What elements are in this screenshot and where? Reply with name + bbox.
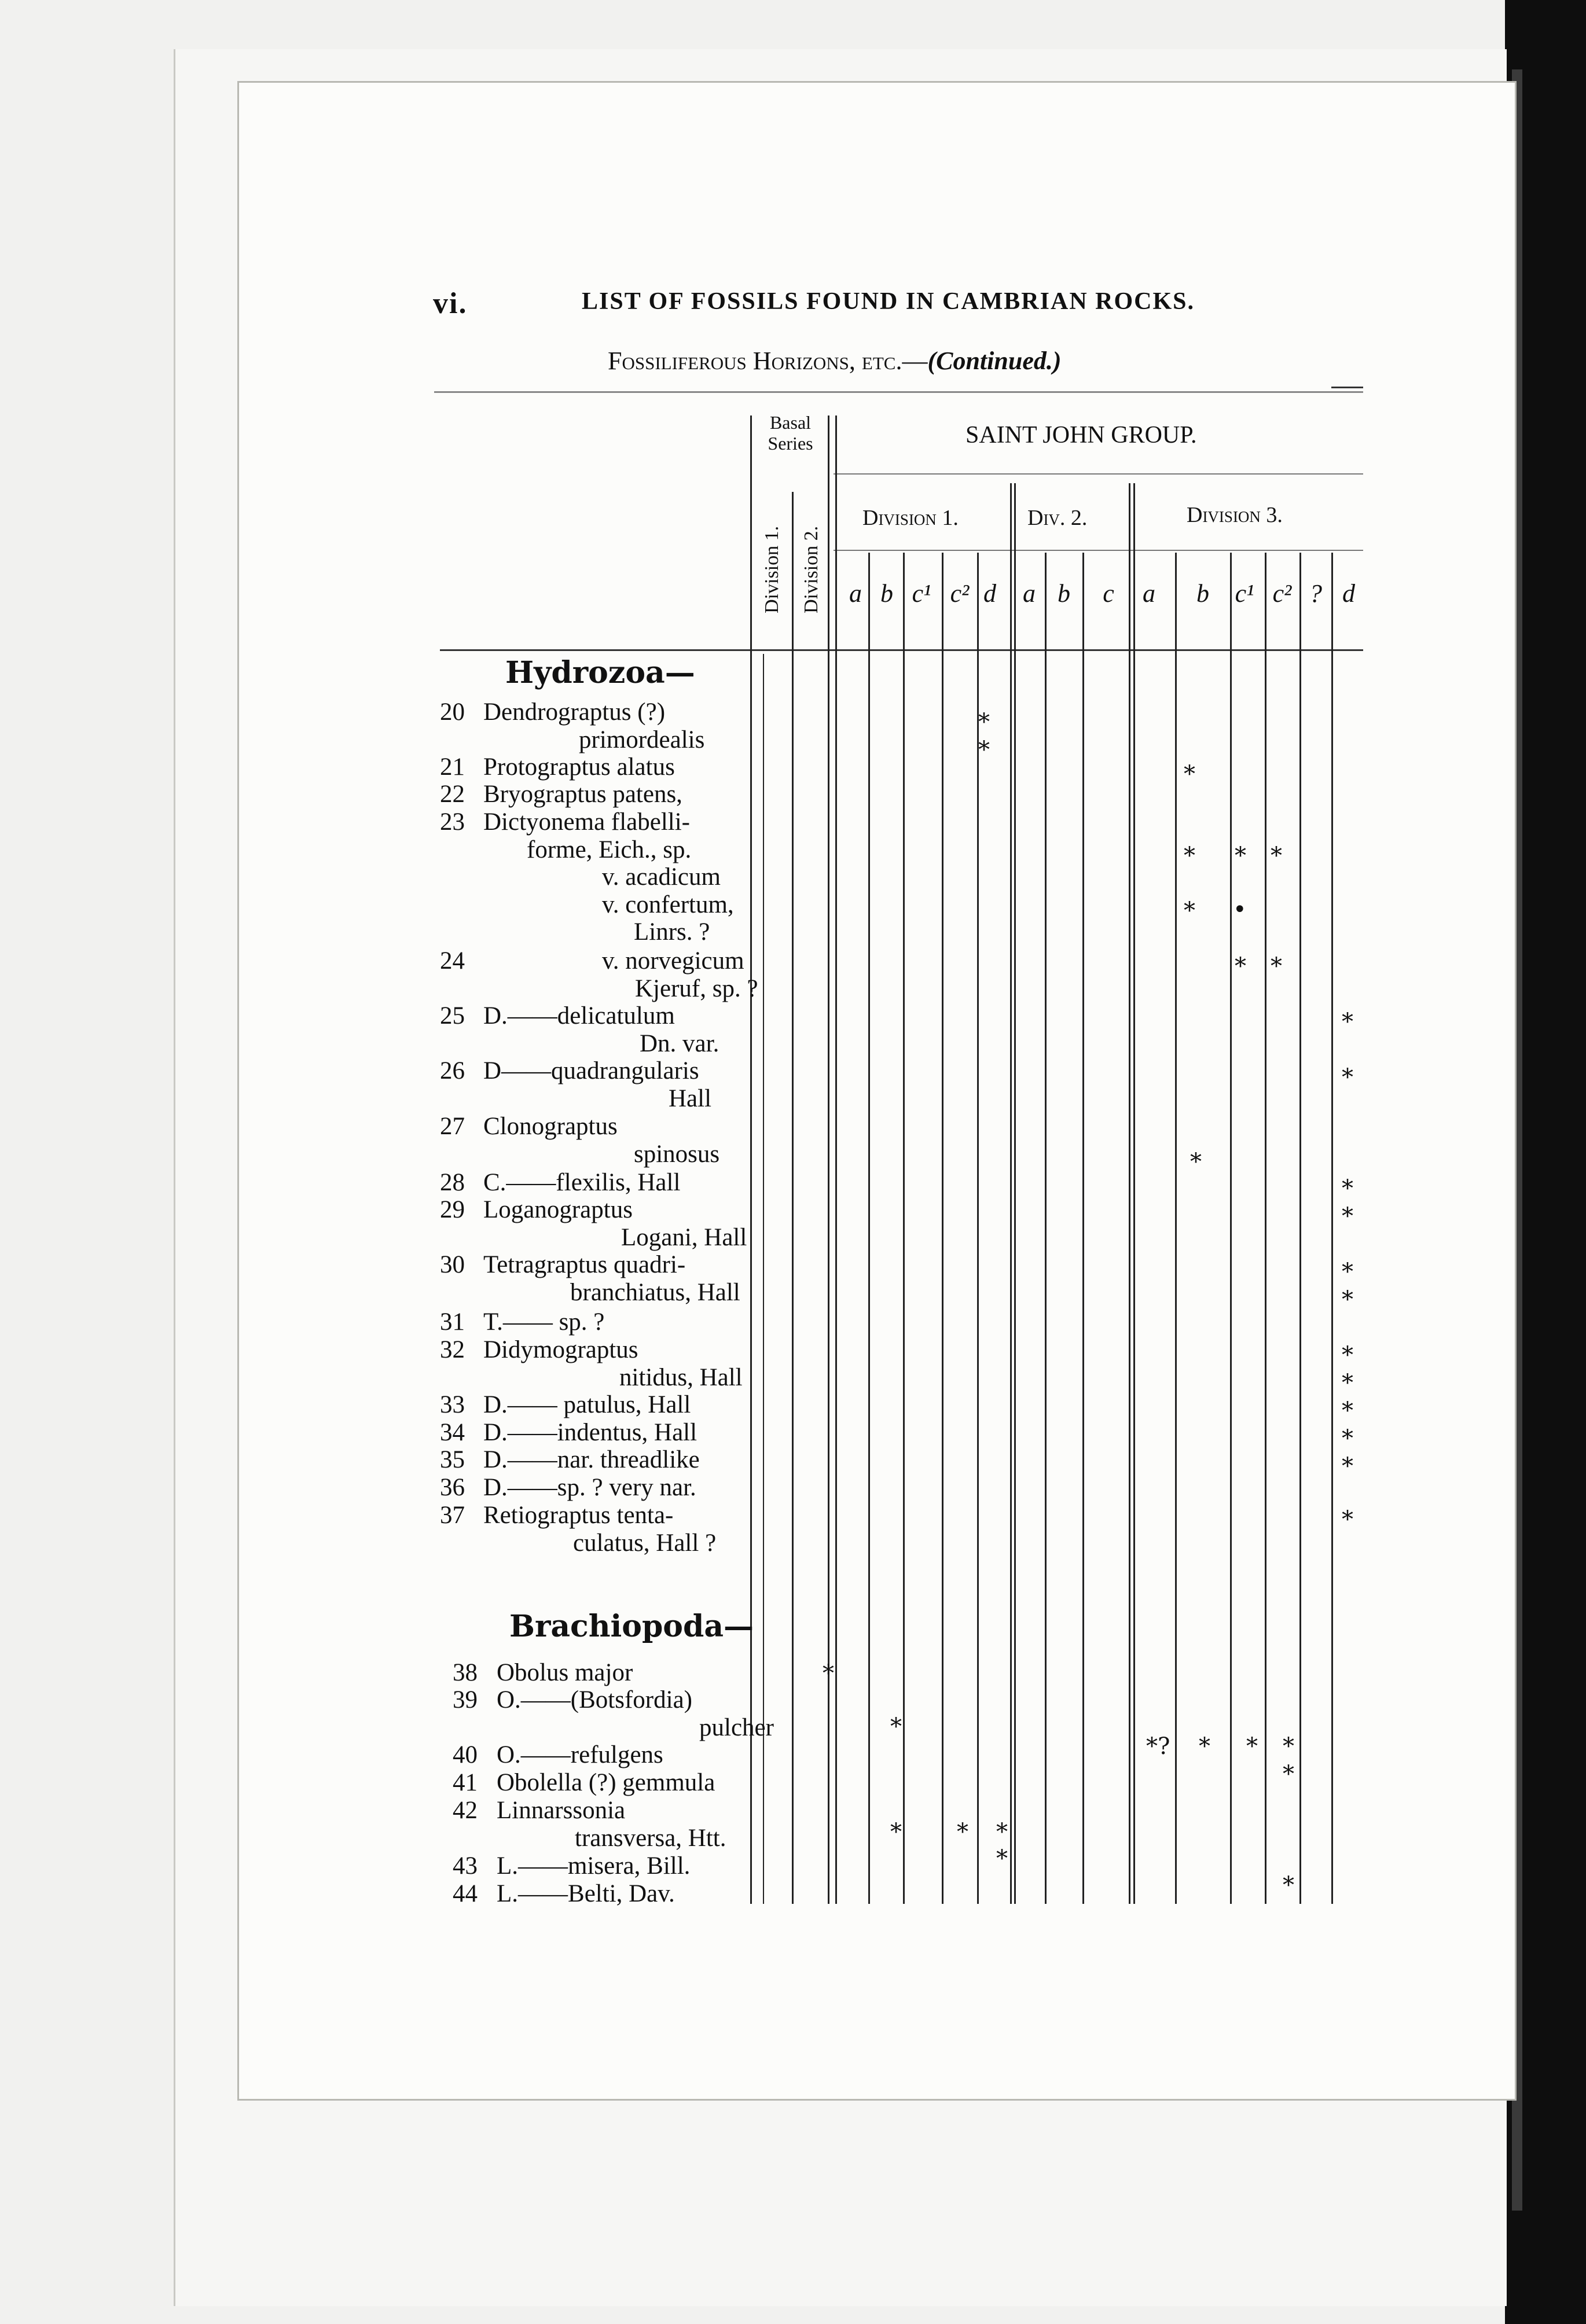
species-name-line: spinosus: [634, 1140, 720, 1168]
table-subtitle: [608, 346, 1062, 376]
species-number: 27: [440, 1113, 465, 1140]
occurrence-mark: *: [1235, 953, 1246, 980]
section-hydrozoa: Hydrozoa—: [505, 655, 695, 690]
species-name-line: Loganograptus: [483, 1196, 633, 1223]
species-name-line: Dictyonema flabelli-: [483, 808, 690, 836]
species-name-line: branchiatus, Hall: [570, 1278, 740, 1306]
occurrence-mark: *: [1342, 1342, 1353, 1369]
division-2-rotated-label: Division 2.: [801, 525, 822, 613]
occurrence-mark: *: [1342, 1286, 1353, 1313]
division-3-header: Division 3.: [1187, 503, 1283, 527]
species-number: 25: [440, 1002, 465, 1029]
occurrence-mark: *: [1342, 1453, 1353, 1480]
occurrence-mark: *: [1246, 1733, 1258, 1760]
column-letter: c¹: [912, 579, 931, 608]
species-name-line: O.——(Botsfordia): [497, 1686, 692, 1713]
column-rule: [868, 553, 870, 1904]
species-name-line: C.——flexilis, Hall: [483, 1169, 681, 1196]
species-number: 31: [440, 1308, 465, 1336]
column-letter: c: [1103, 579, 1114, 608]
subtitle-continued: (Continued.): [927, 347, 1062, 375]
species-number: 26: [440, 1057, 465, 1084]
occurrence-mark: *?: [1146, 1733, 1170, 1760]
column-letter: ?: [1309, 579, 1322, 608]
header-rule-top-right: [1331, 387, 1363, 388]
species-name-line: Linnarssonia: [497, 1797, 626, 1824]
column-rule: [1331, 553, 1333, 1904]
occurrence-mark: *: [996, 1819, 1008, 1845]
species-name-line: Didymograptus: [483, 1336, 638, 1363]
species-number: 40: [453, 1741, 478, 1768]
species-name-line: nitidus, Hall: [619, 1363, 743, 1391]
species-name-line: v. confertum,: [602, 891, 734, 918]
column-rule: [903, 553, 905, 1904]
species-name-line: Retiograptus tenta-: [483, 1502, 674, 1529]
species-name-line: Protograptus alatus: [483, 753, 675, 781]
species-name-line: v. norvegicum: [602, 947, 744, 975]
species-name-line: D.——indentus, Hall: [483, 1419, 697, 1446]
column-rule: [1010, 483, 1012, 1904]
div-2-header: Div. 2.: [1027, 506, 1088, 530]
occurrence-mark: *: [1342, 1259, 1353, 1285]
column-letter: d: [983, 579, 996, 608]
species-name-line: O.——refulgens: [497, 1741, 663, 1768]
column-rule: [1299, 553, 1301, 1904]
occurrence-mark: *: [1342, 1064, 1353, 1091]
column-letter: a: [849, 579, 862, 608]
species-name-line: L.——Belti, Dav.: [497, 1880, 675, 1907]
occurrence-mark: *: [1283, 1733, 1294, 1760]
occurrence-mark: *: [1283, 1761, 1294, 1788]
species-number: 30: [440, 1251, 465, 1278]
column-letter: b: [1196, 579, 1209, 608]
column-rule: [792, 492, 794, 1904]
column-rule: [1175, 553, 1177, 1904]
species-name-line: L.——misera, Bill.: [497, 1852, 691, 1880]
species-name-line: Clonograptus: [483, 1113, 618, 1140]
occurrence-mark: *: [1199, 1733, 1210, 1760]
species-number: 37: [440, 1502, 465, 1529]
occurrence-mark: *: [996, 1845, 1008, 1872]
occurrence-mark: *: [1184, 843, 1195, 869]
species-name-line: v. acadicum: [602, 863, 721, 891]
column-rule: [1133, 483, 1135, 1904]
species-number: 22: [440, 781, 465, 808]
species-number: 39: [453, 1686, 478, 1713]
species-number: 36: [440, 1474, 465, 1501]
species-number: 38: [453, 1659, 478, 1686]
species-name-line: primordealis: [579, 726, 705, 753]
species-number: 23: [440, 808, 465, 836]
species-number: 28: [440, 1169, 465, 1196]
species-name-line: Dendrograptus (?): [483, 698, 666, 726]
occurrence-mark: *: [957, 1819, 968, 1845]
division-1-header: Division 1.: [862, 506, 959, 530]
species-name-line: culatus, Hall ?: [573, 1529, 717, 1557]
occurrence-mark: *: [1184, 761, 1195, 788]
section-brachiopoda: Brachiopoda—: [509, 1609, 754, 1644]
occurrence-mark: *: [978, 709, 990, 736]
species-number: 43: [453, 1852, 478, 1880]
occurrence-mark: *: [1184, 898, 1195, 924]
column-rule: [1045, 553, 1047, 1904]
column-rule: [1129, 483, 1130, 1904]
column-rule: [1082, 553, 1084, 1904]
species-name-line: D——quadrangularis: [483, 1057, 699, 1084]
basal-series-header: Basal Series: [768, 412, 813, 454]
header-rule-top: [434, 391, 1363, 393]
header-rule-group: [834, 473, 1363, 475]
occurrence-mark: *: [1283, 1872, 1294, 1899]
column-letter: c²: [950, 579, 970, 608]
header-rule-divisions: [834, 550, 1363, 551]
species-name-line: forme, Eich., sp.: [527, 836, 692, 863]
occurrence-mark: *: [890, 1819, 902, 1845]
species-name-line: pulcher: [699, 1713, 774, 1741]
column-rule: [750, 415, 752, 1904]
species-name-line: D.—— patulus, Hall: [483, 1391, 691, 1418]
occurrence-mark: *: [1342, 1370, 1353, 1396]
species-name-line: Obolella (?) gemmula: [497, 1769, 715, 1796]
occurrence-mark: *: [1235, 843, 1246, 869]
species-number: 42: [453, 1797, 478, 1824]
page-number: vi.: [433, 287, 468, 320]
occurrence-mark: *: [1342, 1506, 1353, 1533]
column-rule: [1265, 553, 1266, 1904]
column-letter: c¹: [1235, 579, 1254, 608]
column-rule: [1014, 483, 1016, 1904]
occurrence-mark: *: [1342, 1175, 1353, 1202]
division-1-rotated-label: Division 1.: [761, 525, 783, 613]
species-name-line: Linrs. ?: [634, 918, 710, 946]
species-name-line: Hall: [669, 1084, 712, 1112]
occurrence-mark: *: [1342, 1425, 1353, 1452]
header-rule-bottom: [440, 649, 1363, 651]
species-name-line: D.——nar. threadlike: [483, 1446, 700, 1473]
species-number: 21: [440, 753, 465, 781]
species-name-line: Kjeruf, sp. ?: [635, 975, 758, 1002]
column-rule: [942, 553, 943, 1904]
species-name-line: Logani, Hall: [621, 1223, 747, 1251]
occurrence-mark: *: [1271, 953, 1282, 980]
occurrence-mark: •: [1233, 896, 1247, 923]
occurrence-mark: *: [1342, 1398, 1353, 1424]
occurrence-mark: *: [823, 1660, 834, 1687]
species-name-line: D.——sp. ? very nar.: [483, 1474, 696, 1501]
page-title: LIST OF FOSSILS FOUND IN CAMBRIAN ROCKS.: [582, 288, 1195, 315]
column-letter: b: [880, 579, 893, 608]
species-name-line: Bryograptus patens,: [483, 781, 682, 808]
occurrence-mark: *: [1190, 1149, 1202, 1175]
occurrence-mark: *: [890, 1713, 902, 1740]
species-number: 32: [440, 1336, 465, 1363]
species-number: 24: [440, 947, 465, 975]
saint-john-group-header: SAINT JOHN GROUP.: [965, 422, 1197, 448]
occurrence-mark: *: [978, 737, 990, 763]
species-number: 29: [440, 1196, 465, 1223]
column-letter: a: [1143, 579, 1155, 608]
species-name-line: Obolus major: [497, 1659, 633, 1686]
species-name-line: Tetragraptus quadri-: [483, 1251, 686, 1278]
column-rule: [1230, 553, 1232, 1904]
column-letter: d: [1342, 579, 1355, 608]
column-letter: b: [1058, 579, 1070, 608]
column-letter: a: [1023, 579, 1036, 608]
occurrence-mark: *: [1342, 1203, 1353, 1230]
species-name-line: transversa, Htt.: [575, 1824, 726, 1852]
species-number: 20: [440, 698, 465, 726]
occurrence-mark: *: [1342, 1009, 1353, 1035]
occurrence-mark: *: [1271, 843, 1282, 869]
column-letter: c²: [1272, 579, 1292, 608]
subtitle-main: Fossiliferous Horizons, etc.—: [608, 347, 928, 375]
species-number: 44: [453, 1880, 478, 1907]
species-name-line: T.—— sp. ?: [483, 1308, 605, 1336]
column-rule: [835, 415, 837, 1904]
species-number: 34: [440, 1419, 465, 1446]
species-number: 41: [453, 1769, 478, 1796]
species-name-line: Dn. var.: [640, 1029, 719, 1057]
species-number: 33: [440, 1391, 465, 1418]
species-number: 35: [440, 1446, 465, 1473]
printed-page: [237, 81, 1517, 2101]
species-name-line: D.——delicatulum: [483, 1002, 675, 1029]
